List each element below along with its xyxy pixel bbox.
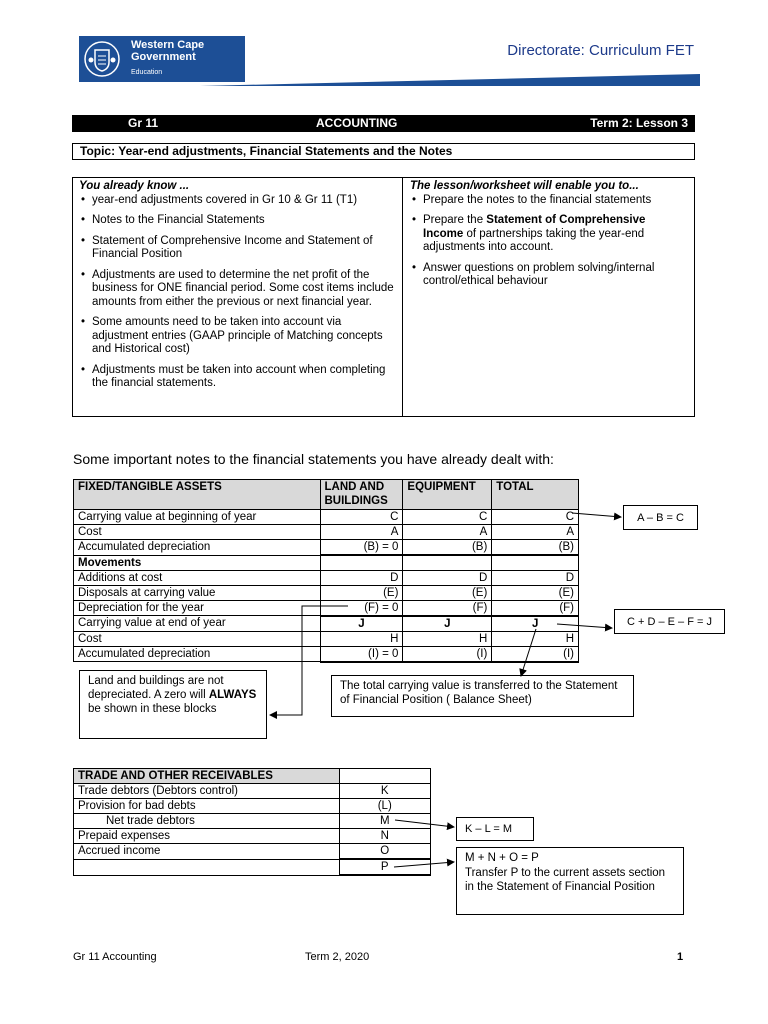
cell: A xyxy=(403,525,492,540)
fa-header-equipment: EQUIPMENT xyxy=(403,480,492,510)
cell: (L) xyxy=(339,799,430,814)
receivables-header: TRADE AND OTHER RECEIVABLES xyxy=(74,769,340,784)
table-row xyxy=(74,555,579,570)
table-row xyxy=(74,525,579,540)
fa-header-assets: FIXED/TANGIBLE ASSETS xyxy=(74,480,321,510)
cell xyxy=(403,555,492,570)
cell: (B) xyxy=(492,540,579,556)
cell: H xyxy=(403,631,492,646)
cell: J xyxy=(403,616,492,632)
logo-line2: Government xyxy=(131,51,196,63)
cell: (B) = 0 xyxy=(320,540,403,556)
cell xyxy=(339,769,430,784)
cell: A xyxy=(492,525,579,540)
table-row xyxy=(74,540,579,556)
row-label: Carrying value at end of year xyxy=(74,616,321,632)
cell: (I) xyxy=(403,646,492,662)
cell: D xyxy=(403,570,492,585)
know-item: • year-end adjustments covered in Gr 10 & Gr 11 (T1) xyxy=(79,194,396,208)
formula-line: Transfer P to the current assets section in the Statement of Financial Position xyxy=(465,866,666,893)
already-know-column xyxy=(73,178,403,416)
table-row xyxy=(74,585,579,600)
cell: H xyxy=(320,631,403,646)
cell: (E) xyxy=(492,585,579,600)
know-item: • Some amounts need to be taken into account via adjustment entries (GAAP principle of Matching concepts and Historical cost) xyxy=(79,316,396,357)
table-row xyxy=(74,510,579,525)
note-text: Land and buildings are not depreciated. A zero will xyxy=(88,675,224,701)
table-row xyxy=(74,616,579,632)
land-note xyxy=(79,670,267,739)
formula-box xyxy=(456,847,684,915)
subject-label: ACCOUNTING xyxy=(316,116,398,130)
footer-term: Term 2, 2020 xyxy=(305,951,370,963)
goal-text: of partnerships taking the year-end adjustments into account. xyxy=(423,227,645,253)
cell: (F) xyxy=(492,600,579,616)
lesson-goals-column xyxy=(403,178,694,416)
cell: (E) xyxy=(403,585,492,600)
cell: M xyxy=(339,814,430,829)
logo-line1: Western Cape xyxy=(131,39,205,51)
cell: N xyxy=(339,829,430,844)
cell: (B) xyxy=(403,540,492,556)
cell: (I) = 0 xyxy=(320,646,403,662)
row-label xyxy=(74,859,340,875)
note-text: be shown in these blocks xyxy=(88,703,217,715)
row-label: Additions at cost xyxy=(74,570,321,585)
cell: H xyxy=(492,631,579,646)
table-row xyxy=(74,829,431,844)
goal-item xyxy=(410,214,687,255)
row-label: Provision for bad debts xyxy=(74,799,340,814)
row-label: Accumulated depreciation xyxy=(74,646,321,662)
cell: D xyxy=(320,570,403,585)
table-row xyxy=(74,799,431,814)
row-label: Cost xyxy=(74,631,321,646)
grade-label: Gr 11 xyxy=(128,116,159,130)
row-label: Accumulated depreciation xyxy=(74,540,321,556)
goal-item: • Prepare the notes to the financial statements xyxy=(410,194,687,208)
cell: C xyxy=(320,510,403,525)
directorate-title: Directorate: Curriculum FET xyxy=(507,42,694,59)
goal-text: Prepare the xyxy=(423,214,487,226)
cell: A xyxy=(320,525,403,540)
lesson-goals-heading: The lesson/worksheet will enable you to... xyxy=(410,180,639,192)
fa-header-land: LAND AND BUILDINGS xyxy=(320,480,403,510)
table-row xyxy=(74,646,579,662)
know-item: • Statement of Comprehensive Income and Statement of Financial Position xyxy=(79,235,396,262)
row-label: Depreciation for the year xyxy=(74,600,321,616)
cell: (E) xyxy=(320,585,403,600)
table-row xyxy=(74,600,579,616)
know-item: • Adjustments are used to determine the net profit of the business for ONE financial period. Some cost items include amounts from either the previous or next financial year. xyxy=(79,269,396,310)
receivables-table xyxy=(73,768,431,876)
cell: (F) = 0 xyxy=(320,600,403,616)
cell: (I) xyxy=(492,646,579,662)
coat-of-arms-icon xyxy=(83,40,121,78)
cell xyxy=(320,555,403,570)
objectives-box xyxy=(72,177,695,417)
cell: D xyxy=(492,570,579,585)
row-label: Carrying value at beginning of year xyxy=(74,510,321,525)
goal-item: • Answer questions on problem solving/internal control/ethical behaviour xyxy=(410,262,687,289)
table-row xyxy=(74,570,579,585)
page-number: 1 xyxy=(677,951,684,963)
fa-header-total: TOTAL xyxy=(492,480,579,510)
know-item: • Notes to the Financial Statements xyxy=(79,214,396,228)
cell: K xyxy=(339,784,430,799)
table-row xyxy=(74,631,579,646)
wcg-logo xyxy=(79,36,245,82)
arrow xyxy=(572,513,621,517)
cell: P xyxy=(339,859,430,875)
header-rule xyxy=(200,74,700,86)
term-label: Term 2: Lesson 3 xyxy=(590,116,688,130)
know-item: • Adjustments must be taken into account when completing the financial statements. xyxy=(79,364,396,391)
cell: C xyxy=(403,510,492,525)
fixed-assets-table xyxy=(73,479,579,663)
table-row xyxy=(74,784,431,799)
formula-box: A – B = C xyxy=(623,505,698,530)
note-bold-text: ALWAYS xyxy=(208,689,257,701)
logo-line3: Education xyxy=(131,69,163,76)
topic-title: Topic: Year-end adjustments, Financial Statements and the Notes xyxy=(72,143,695,160)
row-label: Movements xyxy=(74,555,321,570)
table-row xyxy=(74,859,431,875)
transfer-note: The total carrying value is transferred to the Statement of Financial Position ( Balance Sheet) xyxy=(331,675,634,717)
row-label: Trade debtors (Debtors control) xyxy=(74,784,340,799)
table-row xyxy=(74,814,431,829)
row-label: Prepaid expenses xyxy=(74,829,340,844)
cell xyxy=(492,555,579,570)
already-know-heading: You already know ... xyxy=(79,180,190,192)
cell: J xyxy=(320,616,403,632)
cell: J xyxy=(492,616,579,632)
cell: (F) xyxy=(403,600,492,616)
notes-intro: Some important notes to the financial statements you have already dealt with: xyxy=(73,451,554,467)
row-label: Cost xyxy=(74,525,321,540)
cell: O xyxy=(339,844,430,860)
formula-box: K – L = M xyxy=(456,817,534,841)
formula-line: M + N + O = P xyxy=(465,852,539,864)
cell: C xyxy=(492,510,579,525)
row-label: Accrued income xyxy=(74,844,340,860)
formula-box: C + D – E – F = J xyxy=(614,609,725,634)
table-row xyxy=(74,844,431,860)
footer-course: Gr 11 Accounting xyxy=(73,951,157,963)
goal-bold-text: Statement of Comprehensive Income xyxy=(423,214,646,240)
row-label: Net trade debtors xyxy=(74,814,340,829)
row-label: Disposals at carrying value xyxy=(74,585,321,600)
lesson-titlebar xyxy=(72,115,695,132)
